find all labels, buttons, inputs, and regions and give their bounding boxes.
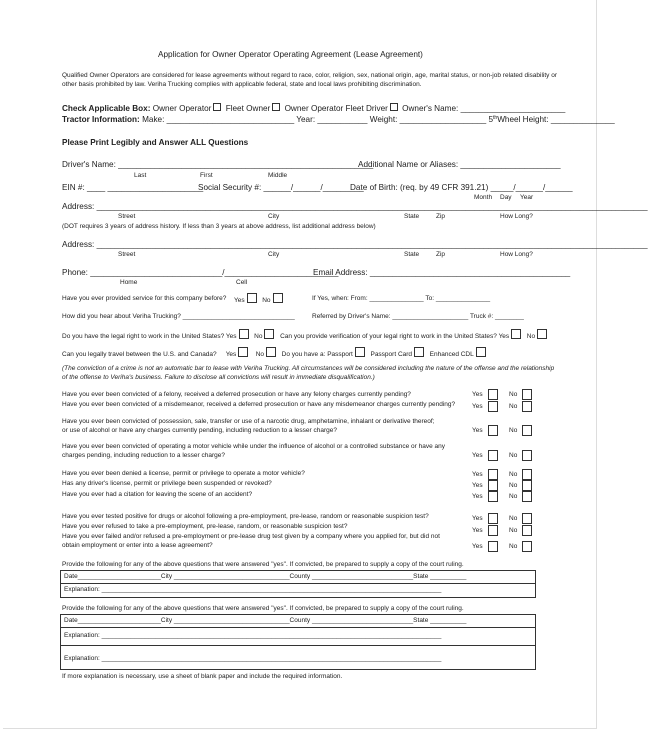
yes-label: Yes xyxy=(234,297,245,304)
box-2-divider-1 xyxy=(61,627,535,628)
oui-no-checkbox[interactable] xyxy=(522,450,532,461)
address-2-state-caption: State xyxy=(404,251,420,258)
box-1-divider xyxy=(61,583,535,584)
q-leaving-scene: Have you ever had a citation for leaving the scene of an accident? xyxy=(62,491,253,498)
ein-field[interactable]: EIN #: ____ _____________________ xyxy=(62,183,204,192)
conviction-details-box-2 xyxy=(60,614,536,670)
tractor-year-field[interactable]: Year: ___________ xyxy=(296,115,368,124)
driver-name-field[interactable]: Driver's Name: ________________________________________________________ xyxy=(62,160,374,169)
verification-yes-checkbox[interactable] xyxy=(511,329,521,339)
phone-field[interactable]: Phone: _____________________________/_________________________ xyxy=(62,268,339,277)
owner-operator-checkbox[interactable] xyxy=(213,103,221,111)
address-2-zip-caption: Zip xyxy=(436,251,446,258)
q-provided-service-answers xyxy=(234,293,285,304)
address-1-city-caption: City xyxy=(268,213,280,220)
q-tested-positive: Have you ever tested positive for drugs or alcohol following a pre-employment, pre-lease, random or reasonable suspicion test? xyxy=(62,513,429,520)
option-owner-operator-label: Owner Operator xyxy=(152,104,212,113)
misdemeanor-no-label: No xyxy=(509,403,518,410)
ssn-field[interactable]: Social Security #: ______/______/_________ xyxy=(198,183,364,192)
fifth-wheel-field[interactable] xyxy=(488,115,614,124)
refused-yes-checkbox[interactable] xyxy=(488,525,498,536)
fleet-driver-checkbox[interactable] xyxy=(390,103,398,111)
denied-no-checkbox[interactable] xyxy=(522,469,532,480)
address-2-field[interactable]: Address: _________________________________________________________________________________________________________________________ xyxy=(62,240,648,249)
day-caption: Day xyxy=(500,194,512,201)
conviction-note-2: of the offense to Veriha's business. Failure to disclose all convictions will result in immediate disqualification.) xyxy=(62,374,375,381)
misdemeanor-no-checkbox[interactable] xyxy=(522,401,532,412)
conviction-explanation-2a[interactable]: Explanation: ______________________________________________________________________________________________ xyxy=(64,632,442,639)
failed-no-label: No xyxy=(509,543,518,550)
felony-no-label: No xyxy=(509,391,518,398)
legal-right-no-checkbox[interactable] xyxy=(264,329,274,339)
denied-no-label: No xyxy=(509,471,518,478)
failed-yes-label: Yes xyxy=(472,543,483,550)
q-legal-right-work xyxy=(62,329,549,340)
passport-card-label: Passport Card xyxy=(370,351,413,358)
q-misdemeanor: Have you ever been convicted of a misdemeanor, received a deferred prosecution or have any misdemeanor charges currently pending? xyxy=(62,401,456,408)
referred-by-field[interactable]: Referred by Driver's Name: _____________________ Truck #: ________ xyxy=(312,313,524,320)
footer-note: If more explanation is necessary, use a sheet of blank paper and include the required information. xyxy=(62,673,343,680)
form-title: Application for Owner Operator Operating Agreement (Lease Agreement) xyxy=(158,50,423,59)
verification-text: Can you provide verification of your legal right to work in the United States? Yes xyxy=(280,333,510,340)
provided-service-when-field[interactable]: If Yes, when: From: _______________ To: _______________ xyxy=(312,295,491,302)
tractor-label: Tractor Information: xyxy=(62,115,140,124)
email-field[interactable]: Email Address: ____________________________________________ xyxy=(313,268,571,277)
no-label: No xyxy=(262,297,271,304)
address-1-street-caption: Street xyxy=(118,213,136,220)
print-heading: Please Print Legibly and Answer ALL Questions xyxy=(62,138,249,147)
conviction-explanation-1[interactable]: Explanation: ______________________________________________________________________________________________ xyxy=(64,586,442,593)
dot-address-note: (DOT requires 3 years of address history. If less than 3 years at above address, list additional address below) xyxy=(62,223,376,230)
narcotic-yes-label: Yes xyxy=(472,427,483,434)
failed-yes-checkbox[interactable] xyxy=(488,541,498,552)
month-caption: Month xyxy=(474,194,493,201)
q-travel-canada xyxy=(62,347,488,358)
last-caption: Last xyxy=(134,172,147,179)
q-narcotic-1: Have you ever been convicted of possession, sale, transfer or use of a narcotic drug, amphetamine, inhalant or derivative thereof; xyxy=(62,418,435,425)
q-provided-service: Have you ever provided service for this company before? xyxy=(62,295,227,302)
q-oui-1: Have you ever been convicted of operating a motor vehicle while under the influence of alcohol or a controlled substance or have any xyxy=(62,443,446,450)
heard-about-field[interactable]: How did you hear about Veriha Trucking? _______________________________ xyxy=(62,313,295,320)
box-2-divider-2 xyxy=(61,645,535,646)
failed-no-checkbox[interactable] xyxy=(522,541,532,552)
aliases-field[interactable]: Additional Name or Aliases: ______________________ xyxy=(358,160,561,169)
travel-no-checkbox[interactable] xyxy=(266,347,276,357)
check-applicable-label: Check Applicable Box: xyxy=(62,104,151,113)
positive-no-checkbox[interactable] xyxy=(522,513,532,524)
refused-no-checkbox[interactable] xyxy=(522,525,532,536)
tractor-weight-field[interactable]: Weight: ___________________ xyxy=(369,115,487,124)
provide-instructions-2: Provide the following for any of the above questions that were answered "yes". If convicted, be prepared to supply a copy of the court ruling. xyxy=(62,605,464,612)
q-failed-test-2: obtain employment or enter into a lease agreement? xyxy=(62,542,213,549)
oui-yes-label: Yes xyxy=(472,452,483,459)
fleet-owner-checkbox[interactable] xyxy=(272,103,280,111)
verification-no-checkbox[interactable] xyxy=(537,329,547,339)
address-1-field[interactable]: Address: _________________________________________________________________________________________________________________________ xyxy=(62,202,648,211)
intro-line-2: other basis prohibited by law. Veriha Trucking complies with applicable federal, state and local laws prohibiting discrimination. xyxy=(62,81,422,88)
conviction-note-1: (The conviction of a crime is not an automatic bar to lease with Veriha Trucking. All circumstances will be considered including the nature of the offense and the relationship xyxy=(62,365,555,372)
positive-no-label: No xyxy=(509,515,518,522)
year-caption: Year xyxy=(520,194,534,201)
q-narcotic-2: or use of alcohol or have any charges currently pending, including reduction to a lesser charge? xyxy=(62,427,337,434)
leaving-yes-checkbox[interactable] xyxy=(488,491,498,502)
q-failed-test-1: Have you ever failed and/or refused a pre-employment or pre-lease drug test given by a company where you applied for, but did not xyxy=(62,533,440,540)
q-felony: Have you ever been convicted of a felony, received a deferred prosecution or have any felony charges currently pending? xyxy=(62,391,411,398)
fifth-wheel-text: Wheel Height: ______________ xyxy=(497,115,615,124)
enhanced-cdl-label: Enhanced CDL xyxy=(429,351,474,358)
middle-caption: Middle xyxy=(268,172,288,179)
home-caption: Home xyxy=(120,279,138,286)
conviction-details-box-1 xyxy=(60,570,536,598)
refused-yes-label: Yes xyxy=(472,527,483,534)
denied-yes-checkbox[interactable] xyxy=(488,469,498,480)
suspended-no-label: No xyxy=(509,482,518,489)
option-fleet-driver-label: Owner Operator Fleet Driver xyxy=(284,104,388,113)
positive-yes-checkbox[interactable] xyxy=(488,513,498,524)
provided-service-no-checkbox[interactable] xyxy=(273,293,283,303)
passport-card-checkbox[interactable] xyxy=(414,347,424,357)
conviction-date-city-row-2[interactable]: Date_______________________City ________________________________County ____________________________State __________ xyxy=(64,617,467,624)
suspended-no-checkbox[interactable] xyxy=(522,480,532,491)
misdemeanor-yes-checkbox[interactable] xyxy=(488,401,498,412)
travel-yes-checkbox[interactable] xyxy=(238,347,248,357)
no-label: No xyxy=(254,333,263,340)
positive-yes-label: Yes xyxy=(472,515,483,522)
oui-no-label: No xyxy=(509,452,518,459)
leaving-no-label: No xyxy=(509,493,518,500)
option-fleet-owner-label: Fleet Owner xyxy=(225,104,271,113)
passport-checkbox[interactable] xyxy=(355,347,365,357)
q-suspended: Has any driver's license, permit or privilege been suspended or revoked? xyxy=(62,480,272,487)
suspended-yes-checkbox[interactable] xyxy=(488,480,498,491)
refused-no-label: No xyxy=(509,527,518,534)
narcotic-yes-checkbox[interactable] xyxy=(488,425,498,436)
felony-yes-checkbox[interactable] xyxy=(488,389,498,400)
no-label: No xyxy=(255,351,265,358)
suspended-yes-label: Yes xyxy=(472,482,483,489)
first-caption: First xyxy=(200,172,213,179)
q-denied-license: Have you ever been denied a license, permit or privilege to operate a motor vehicle? xyxy=(62,470,305,477)
provide-instructions-1: Provide the following for any of the above questions that were answered "yes". If convicted, be prepared to supply a copy of the court ruling. xyxy=(62,561,464,568)
conviction-explanation-2b[interactable]: Explanation: ______________________________________________________________________________________________ xyxy=(64,655,442,662)
fifth-wheel-number: 5 xyxy=(488,115,494,124)
denied-yes-label: Yes xyxy=(472,471,483,478)
leaving-yes-label: Yes xyxy=(472,493,483,500)
tractor-make-field[interactable]: Make: ____________________________ xyxy=(142,115,295,124)
conviction-date-city-row-1[interactable]: Date_______________________City ________________________________County ____________________________State __________ xyxy=(64,573,467,580)
yes-label: Yes xyxy=(225,351,237,358)
no-label: No xyxy=(526,333,536,340)
address-2-howlong-caption: How Long? xyxy=(500,251,533,258)
address-1-zip-caption: Zip xyxy=(436,213,446,220)
misdemeanor-yes-label: Yes xyxy=(472,403,483,410)
narcotic-no-label: No xyxy=(509,427,518,434)
address-1-state-caption: State xyxy=(404,213,420,220)
do-you-have-label: Do you have a: xyxy=(281,351,326,358)
oui-yes-checkbox[interactable] xyxy=(488,450,498,461)
address-1-howlong-caption: How Long? xyxy=(500,213,533,220)
provided-service-yes-checkbox[interactable] xyxy=(247,293,257,303)
q-oui-2: charges pending, including reduction to a lesser charge? xyxy=(62,452,225,459)
legal-right-work-text: Do you have the legal right to work in the United States? Yes xyxy=(62,333,237,340)
legal-right-yes-checkbox[interactable] xyxy=(239,329,249,339)
check-applicable-row xyxy=(62,103,565,113)
address-2-city-caption: City xyxy=(268,251,280,258)
passport-label: Passport xyxy=(327,351,353,358)
intro-line-1: Qualified Owner Operators are considered for lease agreements without regard to race, color, religion, sex, national origin, age, marital status, or non-job related disability or xyxy=(62,72,557,79)
leaving-no-checkbox[interactable] xyxy=(522,491,532,502)
narcotic-no-checkbox[interactable] xyxy=(522,425,532,436)
cell-caption: Cell xyxy=(236,279,248,286)
felony-yes-label: Yes xyxy=(472,391,483,398)
q-refused-test: Have you ever refused to take a pre-employment, pre-lease, random, or reasonable suspicion test? xyxy=(62,523,348,530)
enhanced-cdl-checkbox[interactable] xyxy=(476,347,486,357)
tractor-row xyxy=(62,115,615,124)
owners-name-field[interactable]: Owner's Name: _______________________ xyxy=(402,104,566,113)
fifth-wheel-sup: th xyxy=(493,115,498,121)
felony-no-checkbox[interactable] xyxy=(522,389,532,400)
dob-field[interactable]: Date of Birth: (req. by 49 CFR 391.21) _____/______/______ xyxy=(350,183,573,192)
address-2-street-caption: Street xyxy=(118,251,136,258)
travel-canada-text: Can you legally travel between the U.S. and Canada? xyxy=(62,351,217,358)
